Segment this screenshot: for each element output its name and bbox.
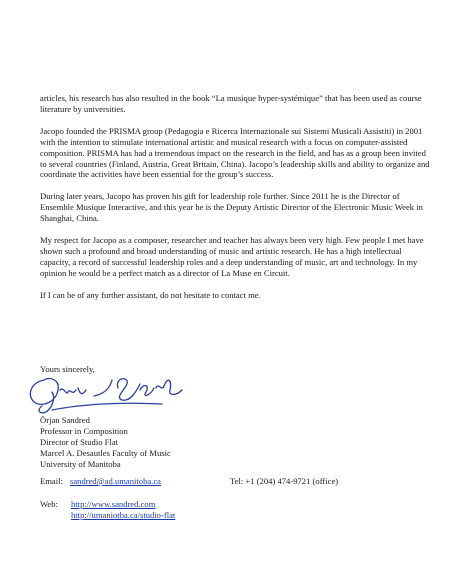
signer-faculty: Marcel A. Desautles Faculty of Music: [40, 448, 171, 458]
paragraph-respect: My respect for Jacopo as a composer, researcher and teacher has always been very high. Few people I met have shown such a profound and broad understanding of music and artistic research. He has a high intellectual capacity, a record of successful leadership roles and a deep understanding of music, art and technology. In my opinion he would be a perfect match as a director of La Muse en Circuit.: [40, 235, 424, 278]
paragraph-leadership: During later years, Jacopo has proven his gift for leadership role further. Since 2011 he is the Director of Ensemble Musique Interactive, and this year he is the Deputy Artistic Director of the Electronic Music Week in Shanghai, China.: [40, 191, 423, 224]
signature-block: [40, 415, 171, 470]
web-links: [71, 499, 175, 521]
paragraph-contact-offer: If I can be of any further assistant, do not hesitate to contact me.: [40, 289, 261, 300]
paragraph-prisma: Jacopo founded the PRISMA group (Pedagogia e Ricerca Internazionale sui Sistemi Musicali Assistiti) in 2001 with the intention to stimulate international artistic and musical research with a focus on computer-assisted composition. PRISMA has had a tremendous impact on the research in the field, and has as a group been invited to several countries (Finland, Austria, Great Britain, China). Jacopo’s leadership skills and ability to organize and coordinate the activities have been essential for the group’s success.: [40, 125, 430, 180]
signer-role: Director of Studio Flat: [40, 437, 119, 447]
signer-name: Örjan Sandred: [40, 415, 90, 425]
handwritten-signature: [22, 366, 192, 418]
email-link[interactable]: sandred@ad.umanitoba.ca: [70, 476, 161, 486]
web-link-studio-flat[interactable]: http://umaniotba.ca/studio-flat: [71, 509, 176, 520]
closing-salutation: Yours sincerely,: [40, 364, 95, 374]
letter-body: [40, 93, 430, 312]
web-link-sandred[interactable]: http://www.sandred.com: [71, 499, 156, 509]
signer-title: Professor in Composition: [40, 426, 128, 436]
email-label: Email:: [40, 476, 63, 486]
paragraph-research: articles, his research has also resulted in the book “La musique hyper-systémique” that has been used as course literature by universities.: [40, 93, 422, 114]
web-label: Web:: [40, 499, 58, 509]
signer-university: University of Manitoba: [40, 459, 121, 469]
telephone: Tel: +1 (204) 474-9721 (office): [230, 476, 339, 486]
